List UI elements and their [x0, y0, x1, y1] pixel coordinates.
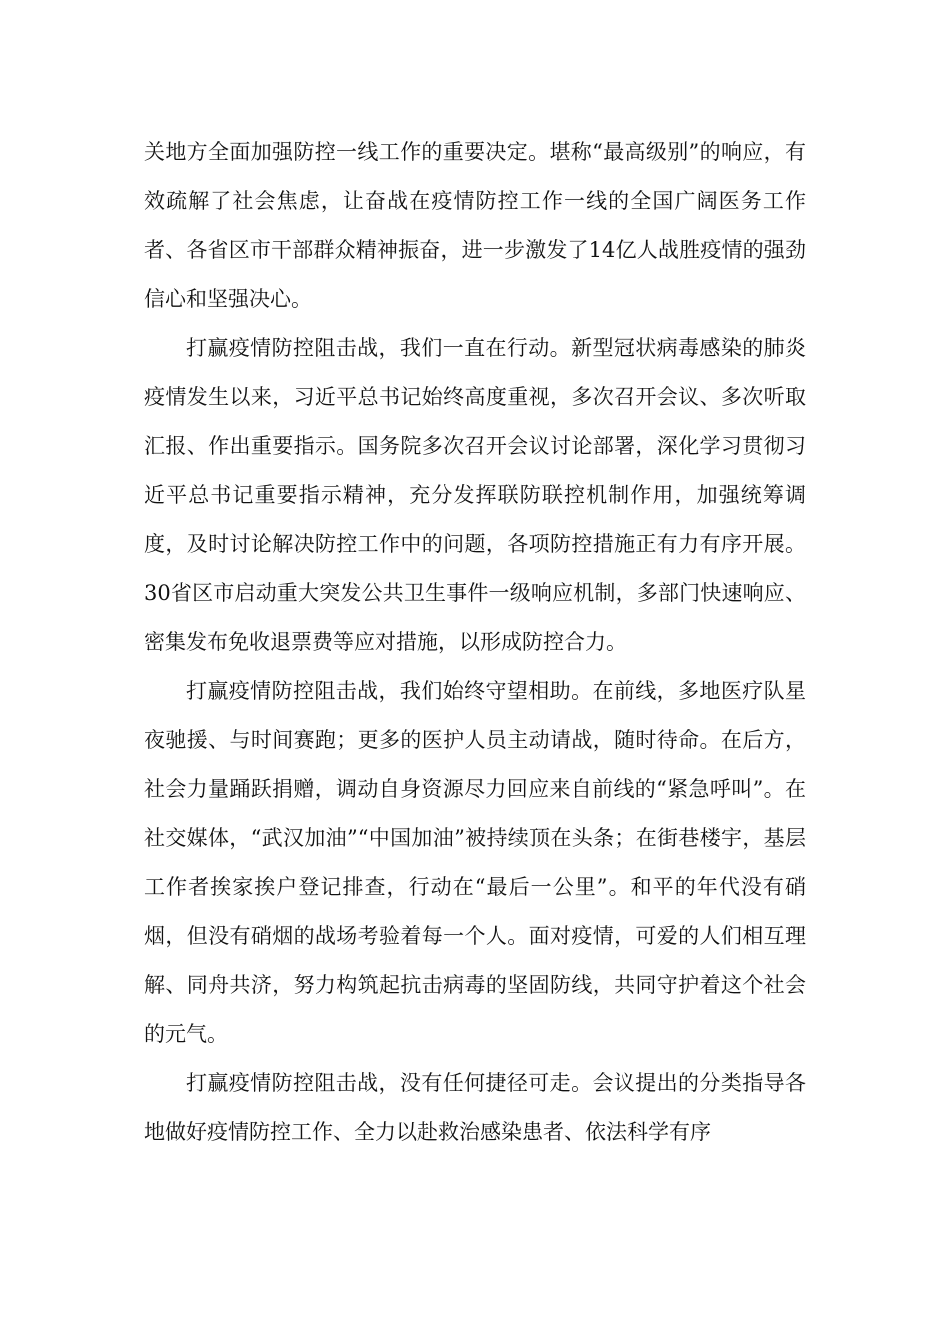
document-body — [144, 128, 806, 1157]
paragraph-continuation: 关地方全面加强防控一线工作的重要决定。堪称“最高级别”的响应，有效疏解了社会焦虑，让奋战在疫情防控工作一线的全国广阔医务工作者、各省区市干部群众精神振奋，进一步激发了14亿人战胜疫情的强劲信心和坚强决心。 — [144, 140, 806, 311]
paragraph-mutual-support: 打赢疫情防控阻击战，我们始终守望相助。在前线，多地医疗队星夜驰援、与时间赛跑；更多的医护人员主动请战，随时待命。在后方，社会力量踊跃捐赠，调动自身资源尽力回应来自前线的“紧急呼叫”。在社交媒体，“武汉加油”“中国加油”被持续顶在头条；在街巷楼宇，基层工作者挨家挨户登记排查，行动在“最后一公里”。和平的年代没有硝烟，但没有硝烟的战场考验着每一个人。面对疫情，可爱的人们相互理解、同舟共济，努力构筑起抗击病毒的坚固防线，共同守护着这个社会的元气。 — [144, 679, 806, 1046]
paragraph-action: 打赢疫情防控阻击战，我们一直在行动。新型冠状病毒感染的肺炎疫情发生以来，习近平总书记始终高度重视，多次召开会议、多次听取汇报、作出重要指示。国务院多次召开会议讨论部署，深化学习贯彻习近平总书记重要指示精神，充分发挥联防联控机制作用，加强统筹调度，及时讨论解决防控工作中的问题，各项防控措施正有力有序开展。30省区市启动重大突发公共卫生事件一级响应机制，多部门快速响应、密集发布免收退票费等应对措施，以形成防控合力。 — [144, 336, 806, 654]
paragraph-no-shortcut: 打赢疫情防控阻击战，没有任何捷径可走。会议提出的分类指导各地做好疫情防控工作、全力以赴救治感染患者、依法科学有序 — [144, 1071, 806, 1144]
